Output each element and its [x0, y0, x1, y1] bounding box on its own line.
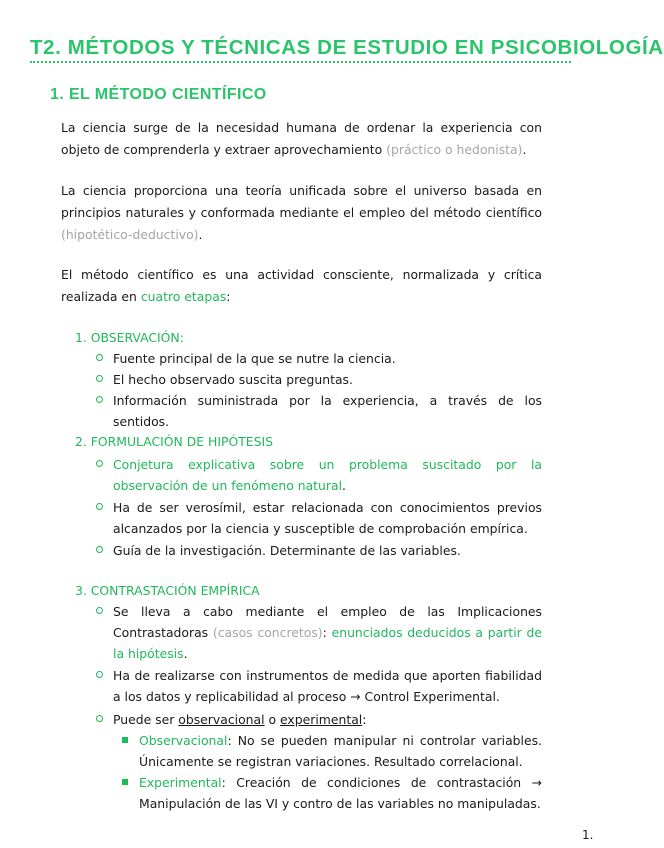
stage-1-heading: 1. OBSERVACIÓN: — [75, 330, 184, 345]
stage-1-bullet-1: Fuente principal de la que se nutre la ciencia. — [113, 348, 542, 369]
stage-3-bullet-3-mid: o — [264, 712, 281, 727]
paragraph-2-end: . — [198, 227, 203, 242]
stage-3-bullet-1-highlight: enunciados deducidos a partir de la hipótesis — [113, 625, 542, 661]
paragraph-2-text: La ciencia proporciona una teoría unificada sobre el universo basada en principios naturales y conformada mediante el empleo del método científico — [61, 183, 542, 220]
stage-2-bullet-3: Guía de la investigación. Determinante de las variables. — [113, 540, 542, 561]
stage-2-bullet-2: Ha de ser verosímil, estar relacionada con conocimientos previos alcanzados por la ciencia y susceptible de comprobación empírica. — [113, 497, 542, 539]
paragraph-2-note: (hipotético-deductivo) — [61, 227, 199, 242]
paragraph-3-text: El método científico es una actividad consciente, normalizada y crítica realizada en — [61, 267, 542, 304]
section-heading: 1. EL MÉTODO CIENTÍFICO — [50, 86, 267, 103]
paragraph-2 — [61, 180, 542, 246]
stage-1-bullet-3: Información suministrada por la experiencia, a través de los sentidos. — [113, 390, 542, 432]
stage-3-bullet-1-end: . — [183, 646, 188, 661]
paragraph-3-end: : — [226, 289, 231, 304]
stage-2-bullet-1-highlight: Conjetura explicativa sobre un problema suscitado por la observación de un fenómeno natural — [113, 457, 542, 493]
stage-2-heading: 2. FORMULACIÓN DE HIPÓTESIS — [75, 434, 274, 449]
title-divider — [30, 61, 571, 63]
stage-2-bullet-1 — [113, 454, 542, 496]
stage-3-heading: 3. CONTRASTACIÓN EMPÍRICA — [75, 583, 260, 598]
paragraph-3-highlight: cuatro etapas — [140, 289, 227, 304]
paragraph-1-text: La ciencia surge de la necesidad humana de ordenar la experiencia con objeto de comprenderla y extraer aprovechamiento — [61, 120, 542, 157]
paragraph-1 — [61, 117, 542, 161]
stage-3-sub-bullet-1-text: : No se pueden manipular ni controlar variables. Únicamente se registran variaciones. Resultado correlacional. — [139, 733, 542, 769]
stage-3-sub-bullet-2 — [139, 772, 542, 814]
stage-3-sub-bullet-2-text: : Creación de condiciones de contrastación → Manipulación de las VI y contro de las variables no manipuladas. — [139, 775, 542, 811]
stage-3-sub-bullet-1-label: Observacional — [139, 733, 228, 748]
stage-3-sub-bullet-2-label: Experimental — [139, 775, 222, 790]
stage-1-bullet-2: El hecho observado suscita preguntas. — [113, 369, 542, 390]
stage-3-sub-bullet-1 — [139, 730, 542, 772]
stage-3-bullet-1-colon: : — [322, 625, 332, 640]
stage-3-bullet-3-end: : — [362, 712, 367, 727]
page-title: T2. MÉTODOS Y TÉCNICAS DE ESTUDIO EN PSICOBIOLOGÍA — [30, 36, 664, 59]
stage-3-type-experimental: experimental — [280, 712, 363, 727]
stage-3-bullet-1 — [113, 601, 542, 664]
paragraph-1-note: (práctico o hedonista) — [386, 142, 523, 157]
paragraph-1-end: . — [522, 142, 527, 157]
stage-3-bullet-3 — [113, 709, 542, 730]
page-number: 1. — [582, 828, 594, 842]
stage-3-type-observational: observacional — [178, 712, 265, 727]
stage-3-bullet-1-note: (casos concretos) — [212, 625, 323, 640]
stage-3-bullet-3-text: Puede ser — [113, 712, 179, 727]
stage-3-bullet-2: Ha de realizarse con instrumentos de medida que aporten fiabilidad a los datos y replicabilidad al proceso → Control Experimental. — [113, 665, 542, 707]
stage-3-bullet-1-text: Se lleva a cabo mediante el empleo de las Implicaciones Contrastadoras — [113, 604, 542, 640]
stage-2-bullet-1-end: . — [342, 478, 346, 493]
paragraph-3 — [61, 264, 542, 308]
